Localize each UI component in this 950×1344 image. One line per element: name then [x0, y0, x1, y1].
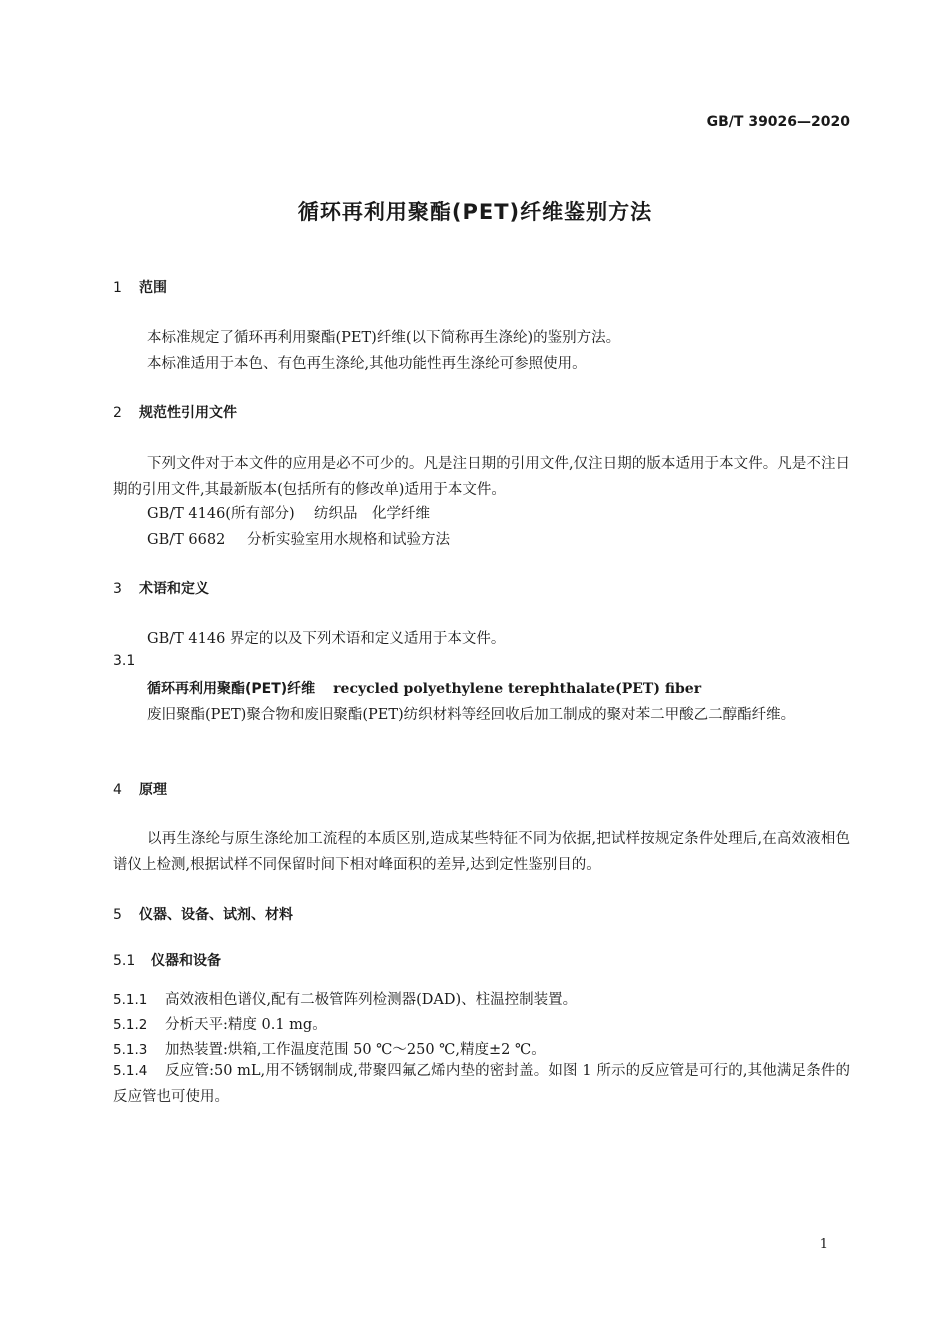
section-number: 1	[113, 280, 122, 296]
normative-reference	[147, 528, 450, 549]
reference-code: GB/T 4146(所有部分)	[147, 506, 295, 522]
section-number: 5	[113, 907, 122, 923]
section-4-heading	[113, 779, 167, 799]
paragraph: 本标准适用于本色、有色再生涤纶,其他功能性再生涤纶可参照使用。	[147, 356, 587, 372]
clause-text: 反应管:50 mL,用不锈钢制成,带聚四氟乙烯内垫的密封盖。如图 1 所示的反应管是可行的,其他满足条件的反应管也可使用。	[113, 1063, 850, 1105]
paragraph: 本标准规定了循环再利用聚酯(PET)纤维(以下简称再生涤纶)的鉴别方法。	[147, 330, 621, 346]
section-1-heading	[113, 277, 167, 297]
standard-number: GB/T 39026—2020	[706, 114, 850, 130]
paragraph: GB/T 4146 界定的以及下列术语和定义适用于本文件。	[147, 631, 506, 647]
section-number: 2	[113, 405, 122, 421]
term-definition: 废旧聚酯(PET)聚合物和废旧聚酯(PET)纺织材料等经回收后加工制成的聚对苯二甲酸乙二醇酯纤维。	[147, 707, 796, 723]
clause-number: 5.1.4	[113, 1063, 148, 1079]
section-number: 3	[113, 581, 122, 597]
subsection-5-1-heading	[113, 950, 221, 970]
term-entry	[147, 678, 701, 698]
term-english: recycled polyethylene terephthalate(PET) fiber	[333, 681, 702, 697]
section-title: 规范性引用文件	[139, 405, 237, 421]
clause-text: 高效液相色谱仪,配有二极管阵列检测器(DAD)、柱温控制装置。	[165, 992, 578, 1008]
clause-text: 加热装置:烘箱,工作温度范围 50 ℃～250 ℃,精度±2 ℃。	[165, 1042, 546, 1058]
normative-reference	[147, 502, 430, 523]
reference-title: 分析实验室用水规格和试验方法	[247, 532, 450, 548]
reference-title: 纺织品 化学纤维	[314, 506, 430, 522]
section-title: 范围	[139, 280, 167, 296]
section-5-heading	[113, 904, 293, 924]
paragraph: 下列文件对于本文件的应用是必不可少的。凡是注日期的引用文件,仅注日期的版本适用于本文件。凡是不注日期的引用文件,其最新版本(包括所有的修改单)适用于本文件。	[113, 456, 850, 498]
page-number: 1	[819, 1237, 828, 1252]
section-number: 4	[113, 782, 122, 798]
clause-item	[113, 988, 577, 1009]
section-title: 术语和定义	[139, 581, 209, 597]
clause-number: 5.1.1	[113, 992, 148, 1008]
term-number: 3.1	[113, 653, 136, 669]
subsection-number: 5.1	[113, 953, 136, 969]
clause-item	[113, 1013, 327, 1034]
section-2-heading	[113, 402, 237, 422]
clause-item	[113, 1038, 546, 1059]
clause-number: 5.1.3	[113, 1042, 148, 1058]
reference-code: GB/T 6682	[147, 532, 226, 548]
clause-number: 5.1.2	[113, 1017, 148, 1033]
clause-item	[113, 1058, 850, 1110]
term-chinese: 循环再利用聚酯(PET)纤维	[147, 681, 316, 697]
section-title: 原理	[139, 782, 167, 798]
document-title: 循环再利用聚酯(PET)纤维鉴别方法	[297, 200, 653, 224]
subsection-title: 仪器和设备	[151, 953, 221, 969]
paragraph: 以再生涤纶与原生涤纶加工流程的本质区别,造成某些特征不同为依据,把试样按规定条件处理后,在高效液相色谱仪上检测,根据试样不同保留时间下相对峰面积的差异,达到定性鉴别目的。	[113, 831, 850, 873]
section-3-heading	[113, 578, 209, 598]
section-title: 仪器、设备、试剂、材料	[139, 907, 293, 923]
clause-text: 分析天平:精度 0.1 mg。	[165, 1017, 327, 1033]
